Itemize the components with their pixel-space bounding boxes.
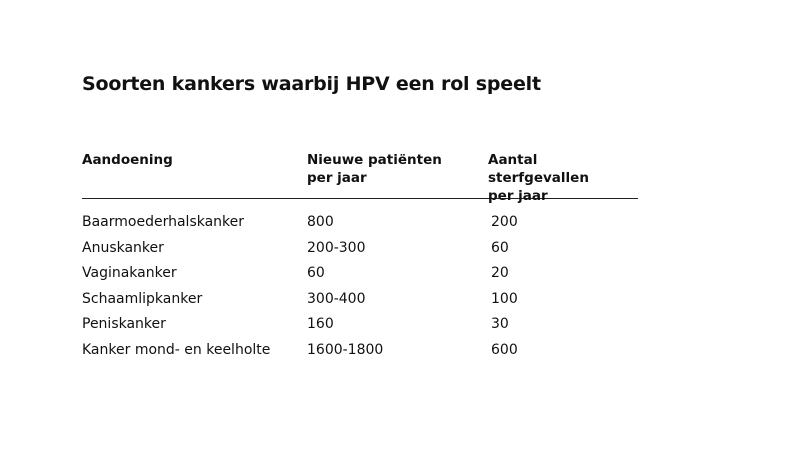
table-header [82, 148, 638, 204]
cell-aandoening: Schaamlipkanker [82, 290, 203, 307]
cell-nieuwe-patienten: 60 [307, 265, 325, 281]
cell-aandoening: Anuskanker [82, 239, 164, 256]
cell-nieuwe-patienten: 1600-1800 [307, 341, 384, 358]
header-aantal-sterfgevallen-line-1: Aantal sterfgevallen [488, 152, 589, 186]
header-aantal-sterfgevallen [488, 151, 638, 205]
cell-sterfgevallen: 600 [491, 341, 518, 358]
cell-sterfgevallen: 60 [491, 239, 509, 256]
table-row [82, 314, 638, 340]
cell-nieuwe-patienten: 300-400 [307, 290, 366, 307]
cell-sterfgevallen: 200 [491, 214, 518, 230]
header-aandoening [82, 151, 173, 169]
table-body [82, 212, 638, 365]
cell-nieuwe-patienten: 200-300 [307, 239, 366, 256]
header-aandoening-line-1: Aandoening [82, 152, 173, 168]
cell-sterfgevallen: 30 [491, 316, 509, 332]
cell-aandoening: Peniskanker [82, 316, 166, 332]
header-aantal-sterfgevallen-line-2: per jaar [488, 188, 548, 204]
header-nieuwe-patienten-line-2: per jaar [307, 170, 367, 186]
header-nieuwe-patienten [307, 151, 442, 187]
cancer-table [82, 148, 638, 365]
table-row [82, 340, 638, 366]
cell-aandoening: Vaginakanker [82, 265, 177, 281]
cell-nieuwe-patienten: 160 [307, 316, 334, 332]
page-title: Soorten kankers waarbij HPV een rol speelt [82, 73, 541, 95]
cell-sterfgevallen: 100 [491, 290, 518, 307]
cell-aandoening: Baarmoederhalskanker [82, 214, 245, 230]
cell-aandoening: Kanker mond- en keelholte [82, 341, 271, 358]
table-row [82, 263, 638, 289]
table-row [82, 238, 638, 264]
header-nieuwe-patienten-line-1: Nieuwe patiënten [307, 152, 442, 168]
table-row [82, 289, 638, 315]
cell-sterfgevallen: 20 [491, 265, 509, 281]
cell-nieuwe-patienten: 800 [307, 214, 334, 230]
table-row [82, 212, 638, 238]
